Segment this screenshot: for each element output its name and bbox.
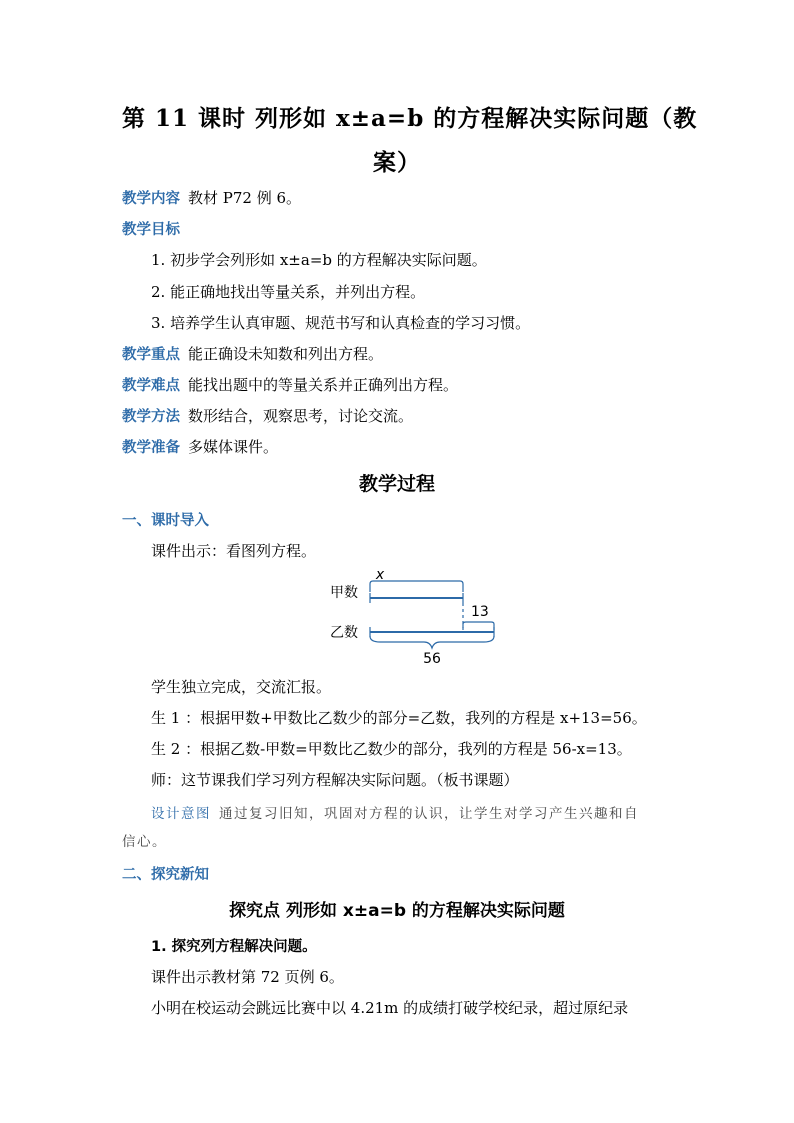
section1-p1: 学生独立完成，交流汇报。 [151,678,332,696]
info-label: 教学重点 [122,347,180,363]
design-intent-line2: 信心。 [122,834,167,850]
info-text: 多媒体课件。 [188,438,279,456]
diagram-x-label: x [375,567,385,583]
section2-point1: 1. 探究列方程解决问题。 [151,939,317,955]
section1-heading: 一、课时导入 [122,513,209,529]
page-title-line2: 案） [373,149,421,176]
info-method [122,405,413,426]
brace-diff [463,622,494,630]
section1-p2: 生 1 ：根据甲数+甲数比乙数少的部分=乙数，我列的方程是 x+13=56。 [151,709,647,727]
section2-subtitle: 探究点 列形如 x±a=b 的方程解决实际问题 [229,901,565,921]
section1-p4: 师：这节课我们学习列方程解决实际问题。（板书课题） [151,771,519,789]
info-label: 教学难点 [122,378,180,394]
section2-p1: 课件出示教材第 72 页例 6。 [151,968,344,986]
section1-p3: 生 2 ：根据乙数-甲数=甲数比乙数少的部分，我列的方程是 56-x=13。 [151,740,632,758]
info-label: 教学目标 [122,222,180,238]
section1-intro: 课件出示：看图列方程。 [151,542,317,560]
design-intent-line1 [151,802,639,822]
goal-item: 2. 能正确地找出等量关系，并列出方程。 [151,283,426,301]
design-intent-label: 设计意图 [151,806,211,822]
info-label: 教学方法 [122,409,180,425]
info-label: 教学内容 [122,191,180,207]
section2-p2: 小明在校运动会跳远比赛中以 4.21m 的成绩打破学校纪录，超过原纪录 [151,999,629,1017]
info-preparation [122,436,278,457]
info-content [122,187,301,208]
info-text: 能找出题中的等量关系并正确列出方程。 [188,376,459,394]
diagram-diff-label: 13 [471,604,489,620]
goal-item: 1. 初步学会列形如 x±a=b 的方程解决实际问题。 [151,251,487,269]
info-key-point [122,343,383,364]
info-goals-heading [122,218,188,239]
process-title: 教学过程 [358,473,435,495]
info-text: 能正确设未知数和列出方程。 [188,345,384,363]
section2-heading: 二、探究新知 [122,867,209,883]
diagram-row1-label: 甲数 [330,585,358,601]
brace-bottom [370,636,494,648]
diagram-total-label: 56 [423,651,441,667]
diagram-row2-label: 乙数 [330,625,358,641]
page-title-line1: 第 11 课时 列形如 x±a=b 的方程解决实际问题（教 [122,105,698,132]
info-label: 教学准备 [122,440,180,456]
design-intent-text1: 通过复习旧知，巩固对方程的认识，让学生对学习产生兴趣和自 [219,806,639,822]
info-text: 教材 P72 例 6。 [188,189,302,207]
bar-diagram [320,562,510,672]
info-difficulty [122,374,458,395]
info-text: 数形结合，观察思考，讨论交流。 [188,407,414,425]
goal-item: 3. 培养学生认真审题、规范书写和认真检查的学习习惯。 [151,314,531,332]
